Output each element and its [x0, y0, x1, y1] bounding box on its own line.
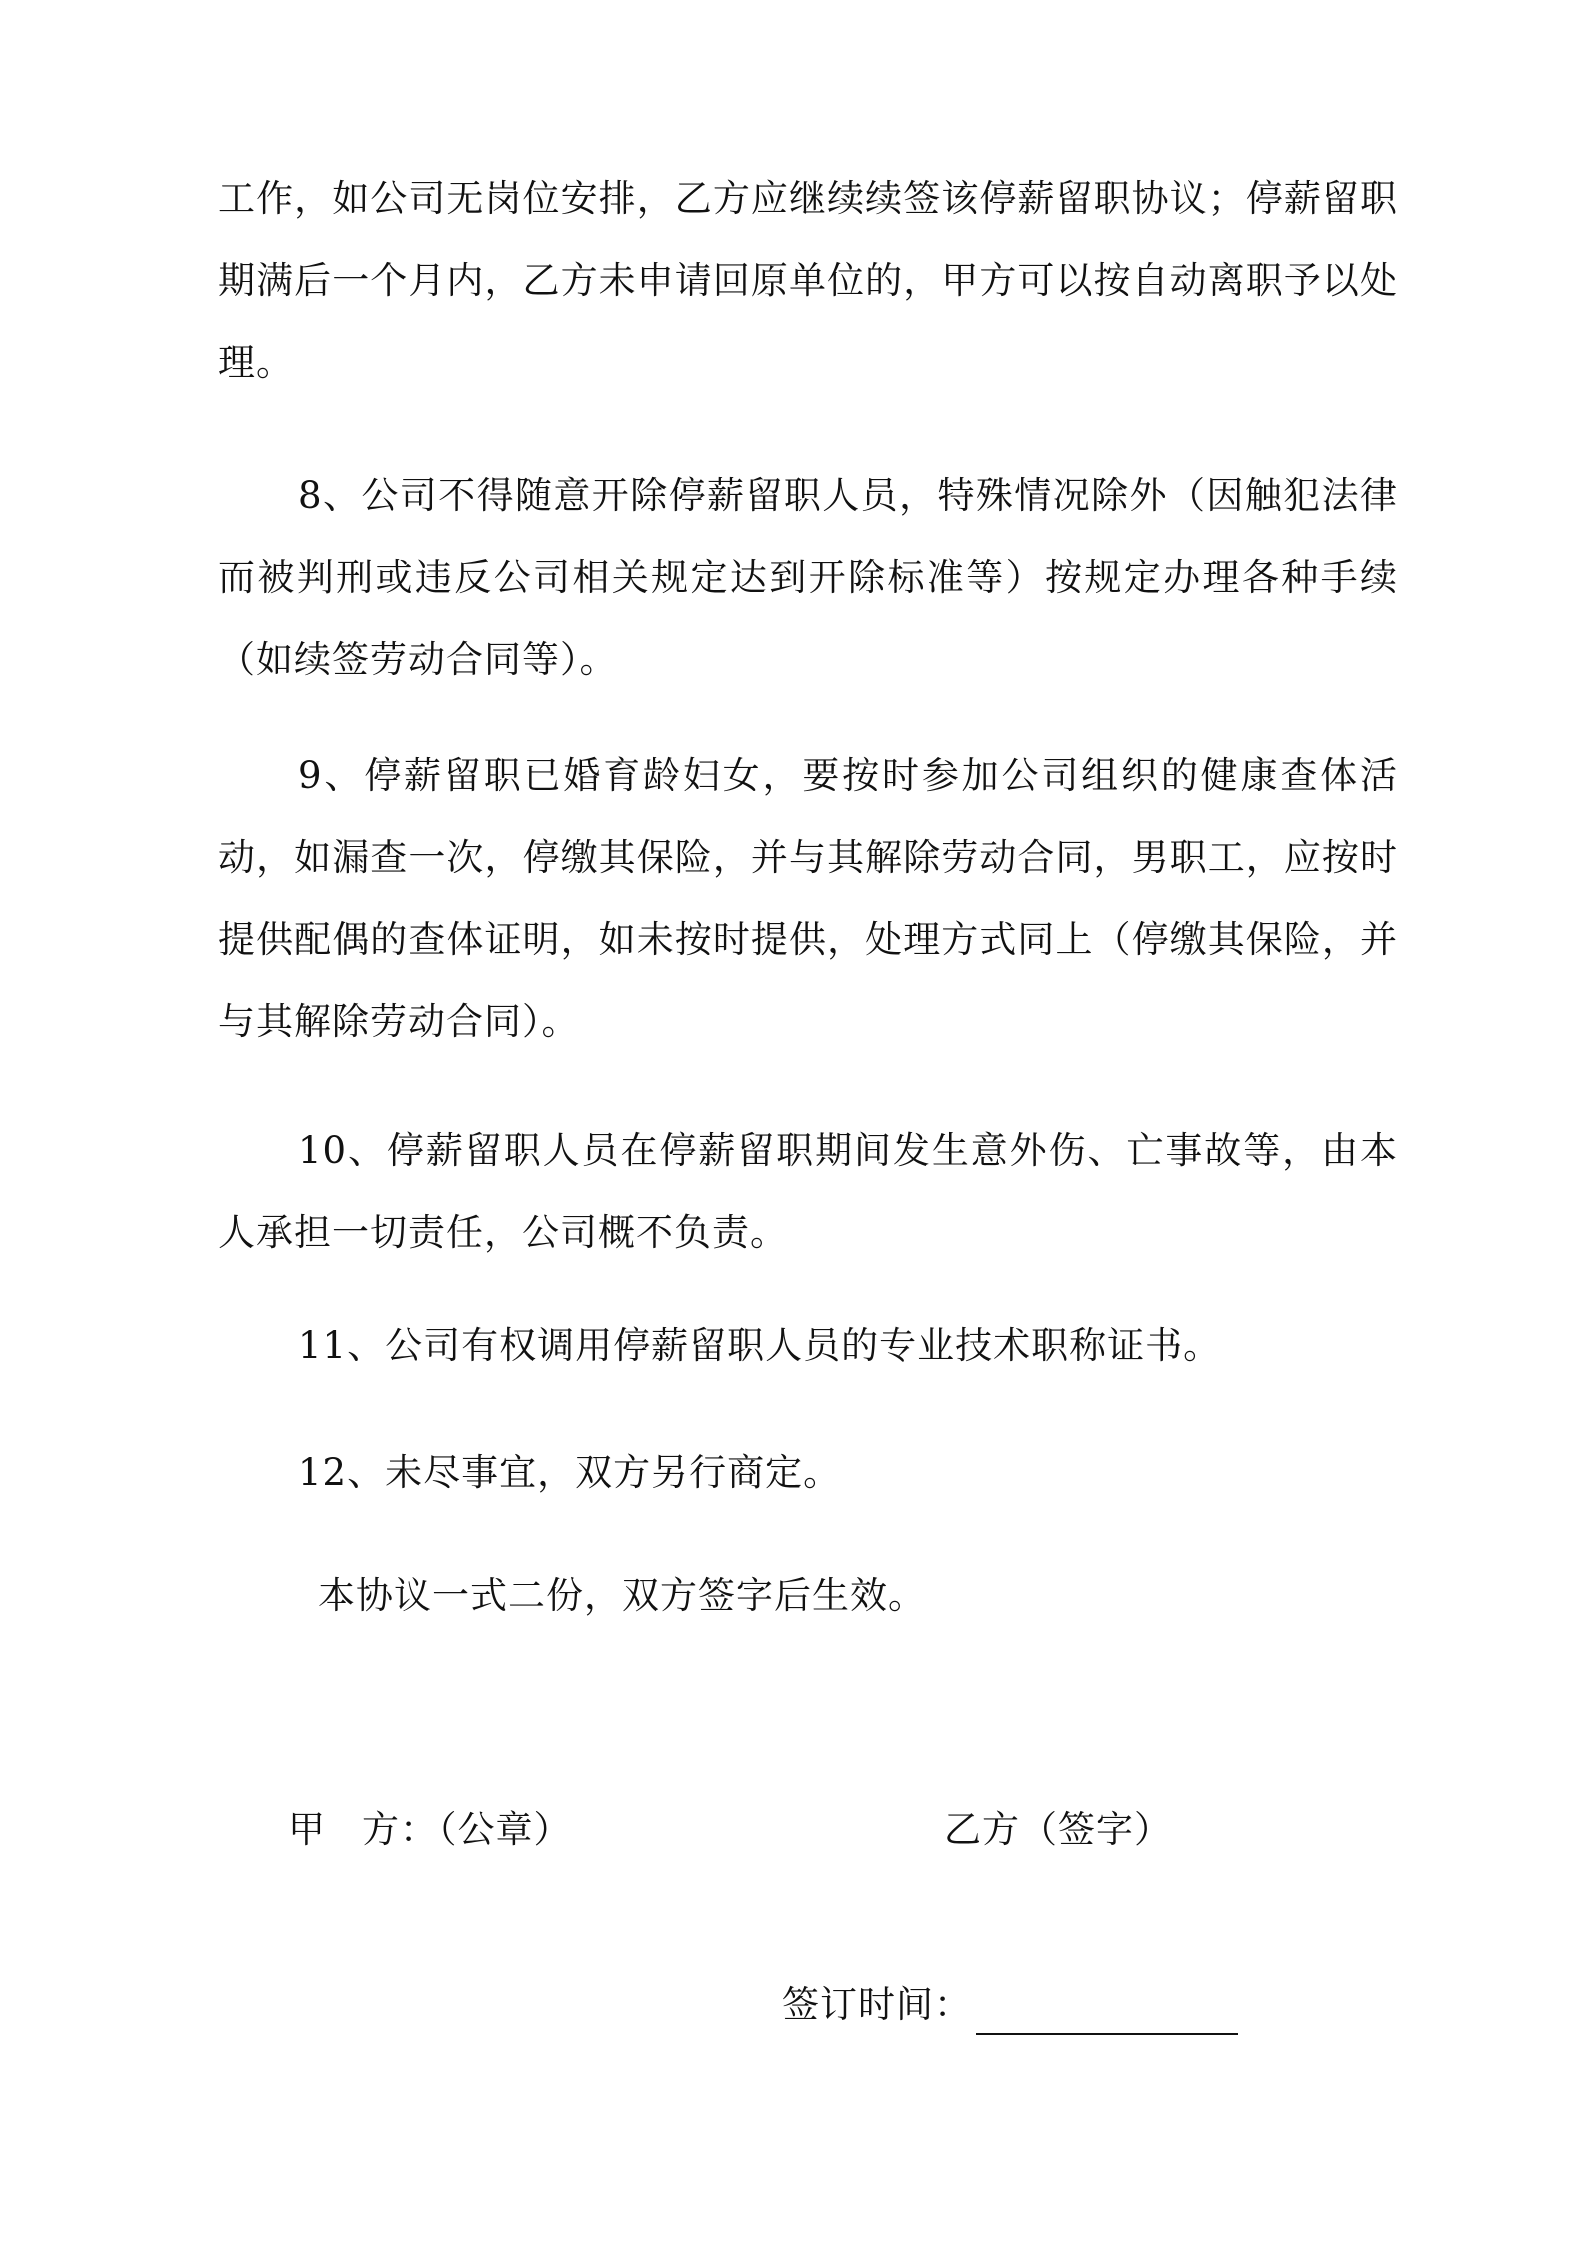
clause-9: 9、停薪留职已婚育龄妇女，要按时参加公司组织的健康查体活动，如漏查一次，停缴其保险，并与其解除劳动合同，男职工，应按时提供配偶的查体证明，如未按时提供，处理方式同上（停缴其保险，并与其解除劳动合同）。: [218, 754, 1398, 1043]
clause-10: 10、停薪留职人员在停薪留职期间发生意外伤、亡事故等，由本人承担一切责任，公司概不负责。: [218, 1129, 1398, 1254]
paragraph-continuation: 工作，如公司无岗位安排，乙方应继续续签该停薪留职协议；停薪留职期满后一个月内，乙方未申请回原单位的，甲方可以按自动离职予以处理。: [218, 177, 1398, 384]
party-a-label-rest: 方：（公章）: [362, 1808, 572, 1851]
clause-8: 8、公司不得随意开除停薪留职人员，特殊情况除外（因触犯法律而被判刑或违反公司相关规定达到开除标准等）按规定办理各种手续（如续签劳动合同等）。: [218, 474, 1398, 681]
clause-12: 12、未尽事宜，双方另行商定。: [298, 1451, 842, 1494]
party-b-signature: 乙方（签字）: [944, 1808, 1172, 1851]
sign-date-blank-line: [976, 1989, 1238, 2035]
effective-statement: 本协议一式二份，双方签字后生效。: [318, 1574, 926, 1617]
sign-date-row: [782, 1975, 1238, 2035]
sign-date-label: 签订时间：: [782, 1983, 972, 2026]
party-a-signature: [288, 1800, 572, 1860]
party-a-label-char: 甲: [288, 1808, 326, 1851]
clause-11: 11、公司有权调用停薪留职人员的专业技术职称证书。: [298, 1324, 1222, 1367]
